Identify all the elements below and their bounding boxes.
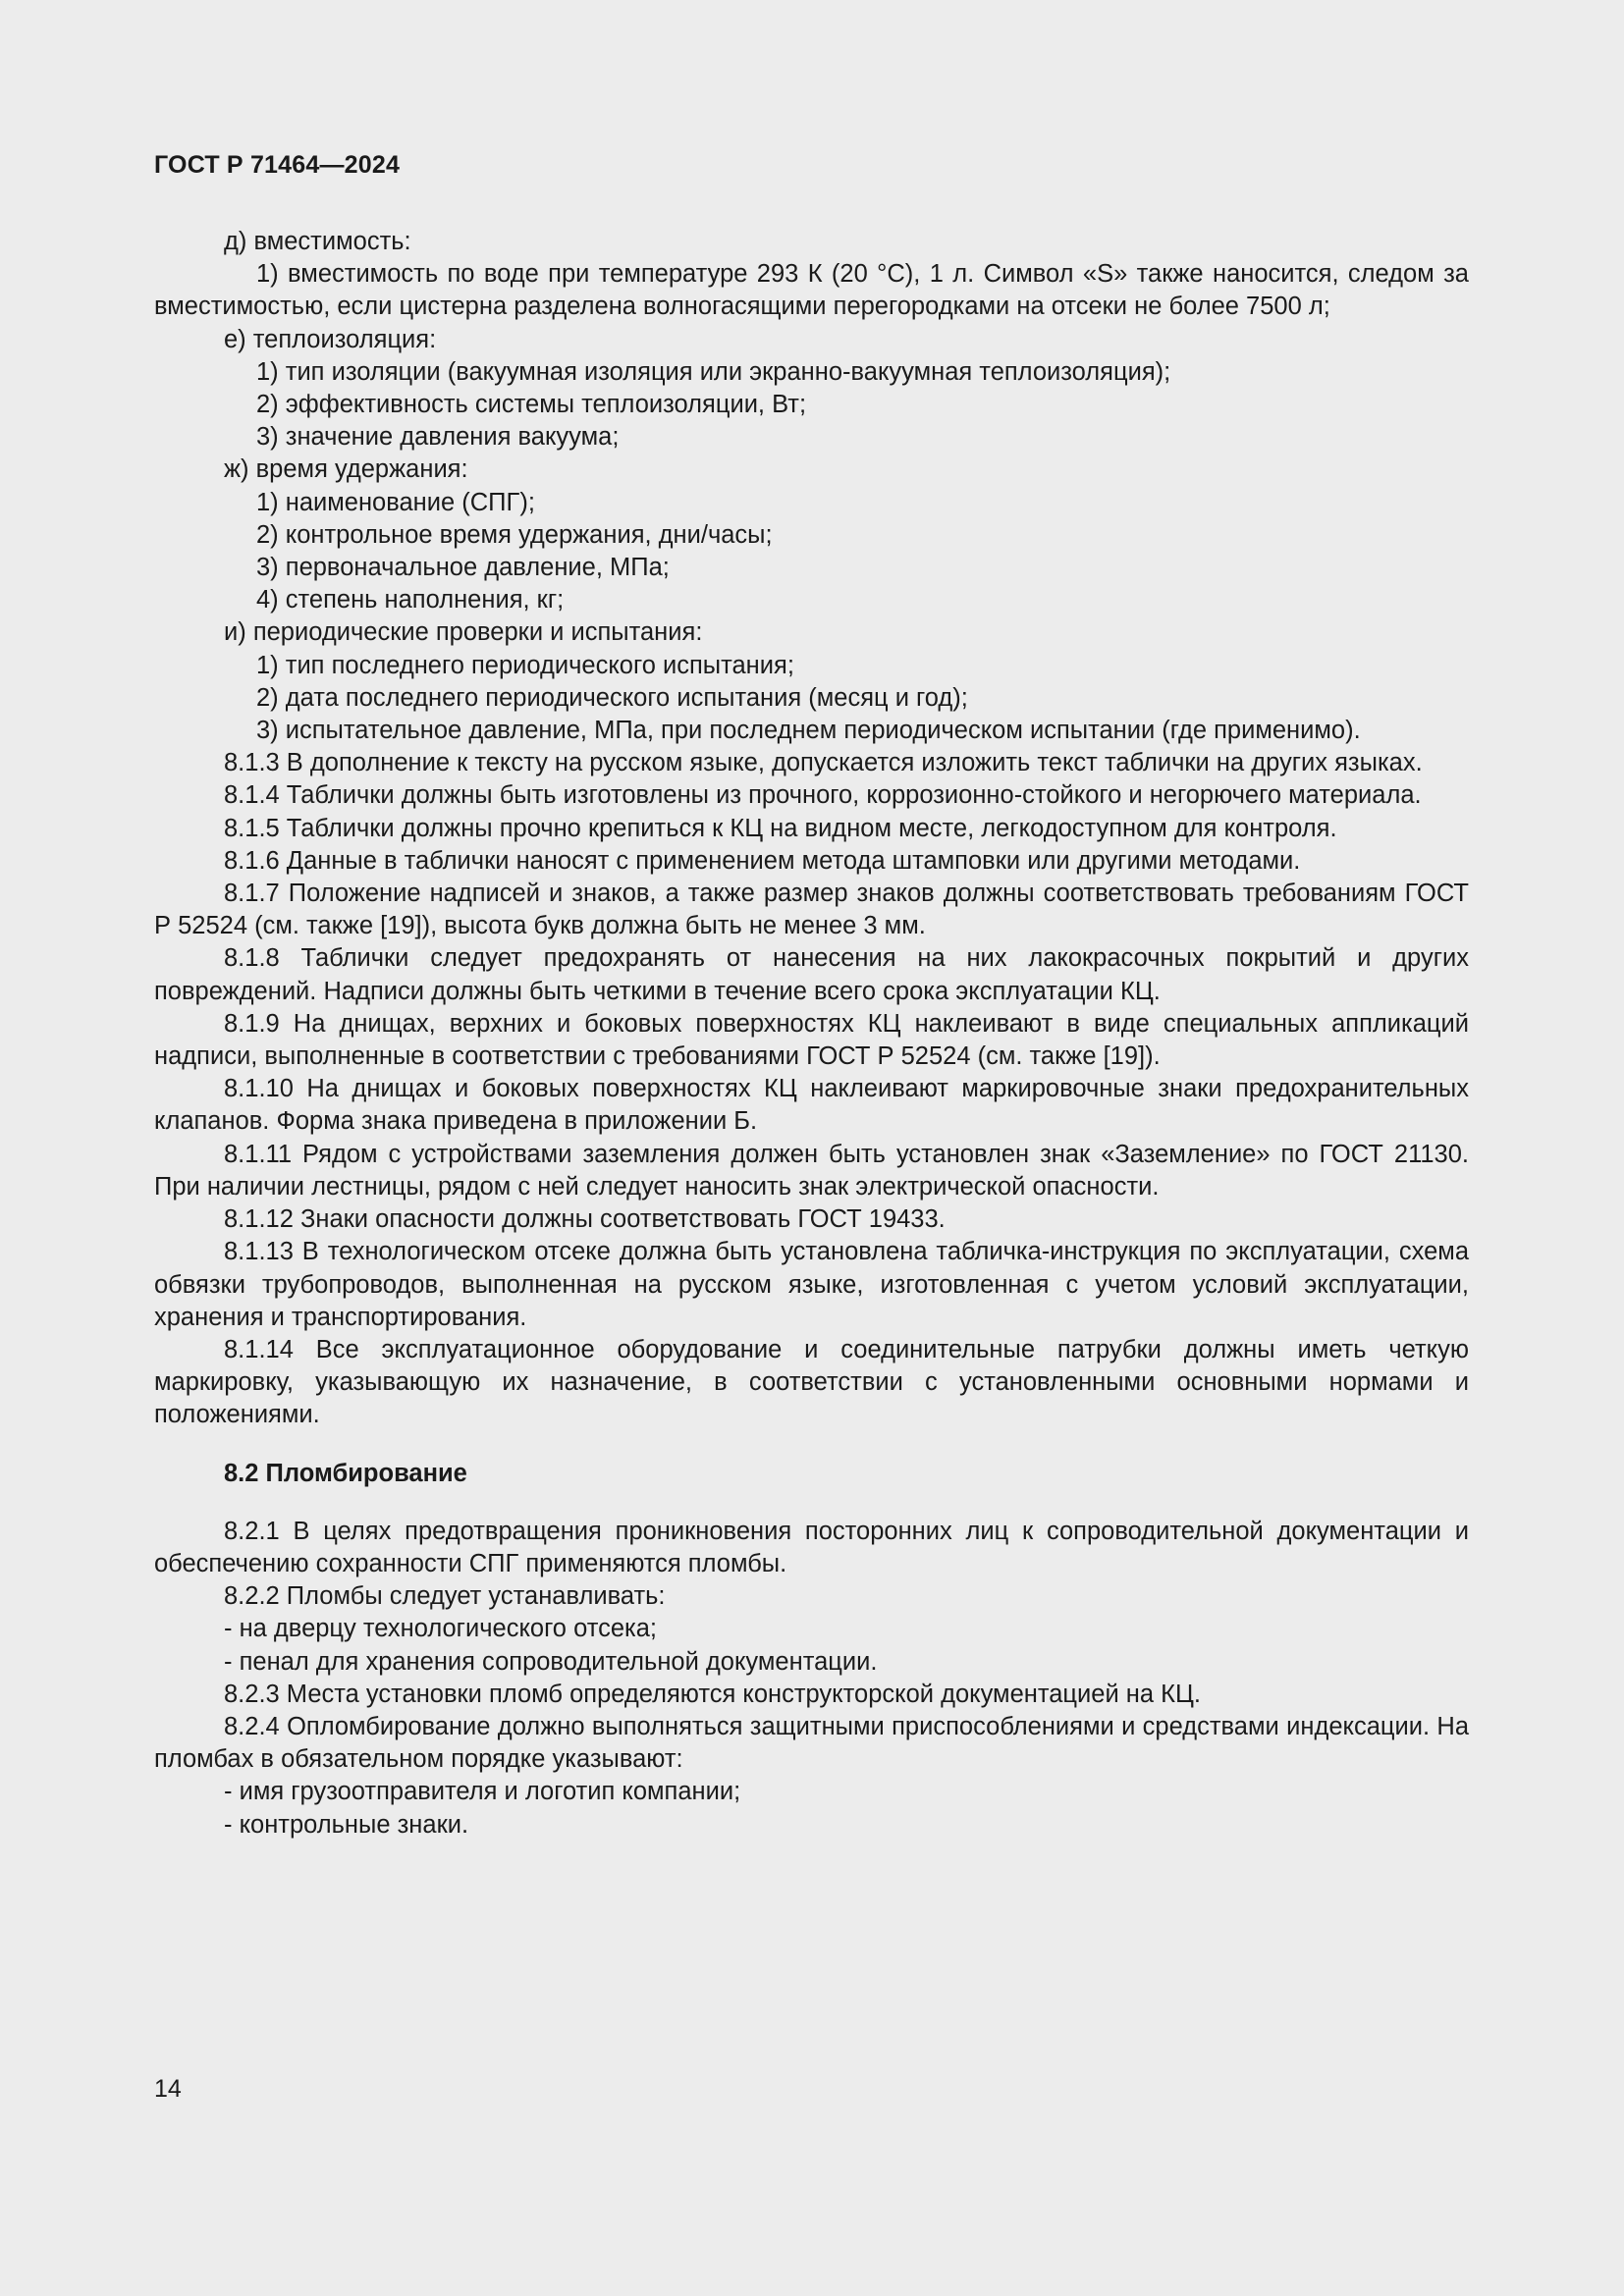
clause-8-1-3: 8.1.3 В дополнение к тексту на русском языке, допускается изложить текст таблички на других языках.: [224, 749, 1423, 777]
list-item-zh-2: 2) контрольное время удержания, дни/часы;: [256, 520, 773, 549]
list-item-i-3: 3) испытательное давление, МПа, при последнем периодическом испытании (где применимо).: [256, 717, 1361, 745]
clause-8-1-6: 8.1.6 Данные в таблички наносят с применением метода штамповки или другими методами.: [224, 846, 1301, 875]
list-heading-e: е) теплоизоляция:: [224, 325, 437, 353]
clause-8-2-1: 8.2.1 В целях предотвращения проникновения посторонних лиц к сопроводительной документации и обеспечению сохранности СПГ применяются пломбы.: [154, 1517, 1469, 1577]
document-body: [154, 226, 1469, 1842]
section-title-8-2: 8.2 Пломбирование: [224, 1459, 467, 1487]
seal-location-item-1: - на дверцу технологического отсека;: [224, 1615, 658, 1643]
list-heading-d: д) вместимость:: [224, 228, 411, 255]
list-item-i-1: 1) тип последнего периодического испытания;: [256, 651, 794, 679]
clause-8-1-7: 8.1.7 Положение надписей и знаков, а также размер знаков должны соответствовать требованиям ГОСТ Р 52524 (см. также [19]), высота букв должна быть не менее 3 мм.: [154, 880, 1469, 940]
clause-8-1-9: 8.1.9 На днищах, верхних и боковых поверхностях КЦ наклеивают в виде специальных аппликаций надписи, выполненные в соответствии с требованиями ГОСТ Р 52524 (см. также [19]).: [154, 1009, 1469, 1071]
list-item-e-1: 1) тип изоляции (вакуумная изоляция или экранно-вакуумная теплоизоляция);: [256, 357, 1171, 386]
clause-8-2-3: 8.2.3 Места установки пломб определяются конструкторской документацией на КЦ.: [224, 1680, 1201, 1708]
clause-8-1-11: 8.1.11 Рядом с устройствами заземления должен быть установлен знак «Заземление» по ГОСТ 21130. При наличии лестницы, рядом с ней следует наносить знак электрической опасности.: [154, 1140, 1469, 1201]
list-item-zh-3: 3) первоначальное давление, МПа;: [256, 554, 670, 582]
list-item-i-2: 2) дата последнего периодического испытания (месяц и год);: [256, 683, 968, 712]
seal-location-item-2: - пенал для хранения сопроводительной документации.: [224, 1647, 878, 1676]
clause-8-1-8: 8.1.8 Таблички следует предохранять от нанесения на них лакокрасочных покрытий и других повреждений. Надписи должны быть четкими в течение всего срока эксплуатации КЦ.: [154, 944, 1469, 1005]
list-heading-i: и) периодические проверки и испытания:: [224, 618, 703, 647]
list-item-zh-1: 1) наименование (СПГ);: [256, 488, 535, 516]
seal-marking-item-1: - имя грузоотправителя и логотип компании;: [224, 1778, 741, 1806]
clause-8-2-2: 8.2.2 Пломбы следует устанавливать:: [224, 1582, 666, 1611]
list-item-e-2: 2) эффективность системы теплоизоляции, Вт;: [256, 391, 807, 419]
document-code-header: ГОСТ Р 71464—2024: [154, 151, 401, 179]
clause-8-1-10: 8.1.10 На днищах и боковых поверхностях КЦ наклеивают маркировочные знаки предохранительных клапанов. Форма знака приведена в приложении Б.: [154, 1075, 1469, 1136]
page-number: 14: [154, 2075, 182, 2103]
seal-marking-item-2: - контрольные знаки.: [224, 1810, 469, 1839]
clause-8-2-4: 8.2.4 Опломбирование должно выполняться защитными приспособлениями и средствами индексации. На пломбах в обязательном порядке указывают:: [154, 1712, 1469, 1774]
clause-8-1-12: 8.1.12 Знаки опасности должны соответствовать ГОСТ 19433.: [224, 1205, 946, 1234]
list-item-d-1: 1) вместимость по воде при температуре 293 К (20 °С), 1 л. Символ «S» также наносится, следом за вместимостью, если цистерна разделена волногасящими перегородками на отсеки не более 7500 л;: [154, 260, 1469, 321]
list-heading-zh: ж) время удержания:: [224, 455, 468, 484]
clause-8-1-14: 8.1.14 Все эксплуатационное оборудование и соединительные патрубки должны иметь четкую маркировку, указывающую их назначение, в соответствии с установленными основными нормами и положениями.: [154, 1335, 1469, 1429]
clause-8-1-5: 8.1.5 Таблички должны прочно крепиться к КЦ на видном месте, легкодоступном для контроля.: [224, 814, 1337, 842]
list-item-zh-4: 4) степень наполнения, кг;: [256, 586, 565, 614]
clause-8-1-4: 8.1.4 Таблички должны быть изготовлены из прочного, коррозионно-стойкого и негорючего материала.: [224, 781, 1422, 810]
clause-8-1-13: 8.1.13 В технологическом отсеке должна быть установлена табличка-инструкция по эксплуатации, схема обвязки трубопроводов, выполненная на русском языке, изготовленная с учетом условий эксплуатации, хранения и транспортирования.: [154, 1238, 1469, 1331]
list-item-e-3: 3) значение давления вакуума;: [256, 423, 620, 452]
